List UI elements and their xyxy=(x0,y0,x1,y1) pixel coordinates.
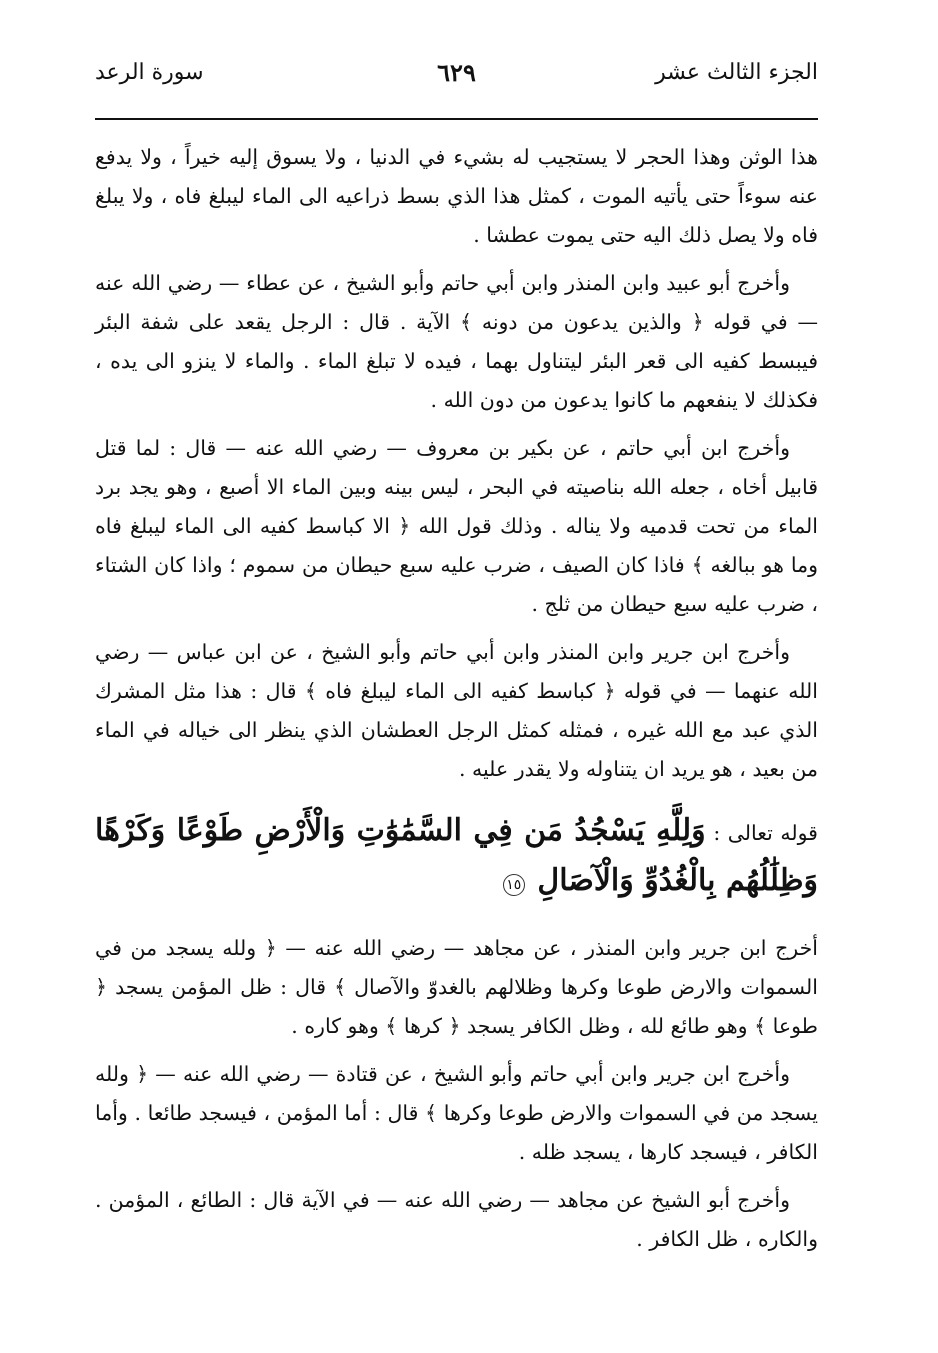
paragraph: وأخرج أبو الشيخ عن مجاهد — رضي الله عنه — في الآية قال : الطائع ، المؤمن . والكاره ، ظل الكافر . xyxy=(95,1188,818,1251)
paragraph: هذا الوثن وهذا الحجر لا يستجيب له بشيء في الدنيا ، ولا يسوق إليه خيراً ، ولا يدفع عنه سوءاً حتى يأتيه الموت ، كمثل هذا الذي بسط ذراعيه الى الماء ليبلغ فاه ، ولا يبلغ فاه ولا يصل ذلك اليه حتى يموت عطشا . xyxy=(95,145,818,247)
paragraph: وأخرج أبو عبيد وابن المنذر وابن أبي حاتم وأبو الشيخ ، عن عطاء — رضي الله عنه — في قوله ﴿ والذين يدعون من دونه ﴾ الآية . قال : الرجل يقعد على شفة البئر فيبسط كفيه الى قعر البئر ليتناول بهما ، فيده لا تبلغ الماء . والماء لا ينزو الى يده ، فكذلك لا ينفعهم ما كانوا يدعون من دون الله . xyxy=(95,271,818,412)
quran-verse-block xyxy=(95,807,818,907)
page-body xyxy=(95,138,818,1268)
paragraph: وأخرج ابن أبي حاتم ، عن بكير بن معروف — رضي الله عنه — قال : لما قتل قابيل أخاه ، جعله الله بناصيته في البحر ، ليس بينه وبين الماء الا أصبع ، وهو يجد برد الماء من تحت قدميه ولا يناله . وذلك قول الله ﴿ الا كباسط كفيه الى الماء ليبلغ فاه وما هو ببالغه ﴾ فاذا كان الصيف ، ضرب عليه سبع حيطان من سموم ؛ واذا كان الشتاء ، ضرب عليه سبع حيطان من ثلج . xyxy=(95,436,818,616)
verse-label: قوله تعالى : xyxy=(713,821,818,845)
paragraph: أخرج ابن جرير وابن المنذر ، عن مجاهد — رضي الله عنه — ﴿ ولله يسجد من في السموات والارض طوعا وكرها وظلالهم بالغدوّ والآصال ﴾ قال : ظل المؤمن يسجد ﴿ طوعا ﴾ وهو طائع لله ، وظل الكافر يسجد ﴿ كرها ﴾ وهو كاره . xyxy=(95,936,818,1038)
surah-title: سورة الرعد xyxy=(95,60,204,85)
verse-text: وَلِلَّهِ يَسْجُدُ مَن فِي السَّمَٰوَٰتِ وَالْأَرْضِ طَوْعًا وَكَرْهًا وَظِلَٰلُهُم بِالْغُدُوِّ وَالْآصَالِ xyxy=(95,813,818,898)
page-number: ٦٢٩ xyxy=(437,58,476,87)
header-divider xyxy=(95,118,818,120)
ayah-number-icon: ١٥ xyxy=(503,874,525,896)
page-header xyxy=(95,60,818,100)
paragraph: وأخرج ابن جرير وابن المنذر وابن أبي حاتم وأبو الشيخ ، عن ابن عباس — رضي الله عنهما — في قوله ﴿ كباسط كفيه الى الماء ليبلغ فاه ﴾ قال : هذا مثل المشرك الذي عبد مع الله غيره ، فمثله كمثل الرجل العطشان الذي ينظر الى خياله في الماء من بعيد ، هو يريد ان يتناوله ولا يقدر عليه . xyxy=(95,640,818,781)
paragraph: وأخرج ابن جرير وابن أبي حاتم وأبو الشيخ ، عن قتادة — رضي الله عنه — ﴿ ولله يسجد من في السموات والارض طوعا وكرها ﴾ قال : أما المؤمن ، فيسجد طائعا . وأما الكافر ، فيسجد كارها ، يسجد ظله . xyxy=(95,1062,818,1164)
part-title: الجزء الثالث عشر xyxy=(655,60,818,85)
